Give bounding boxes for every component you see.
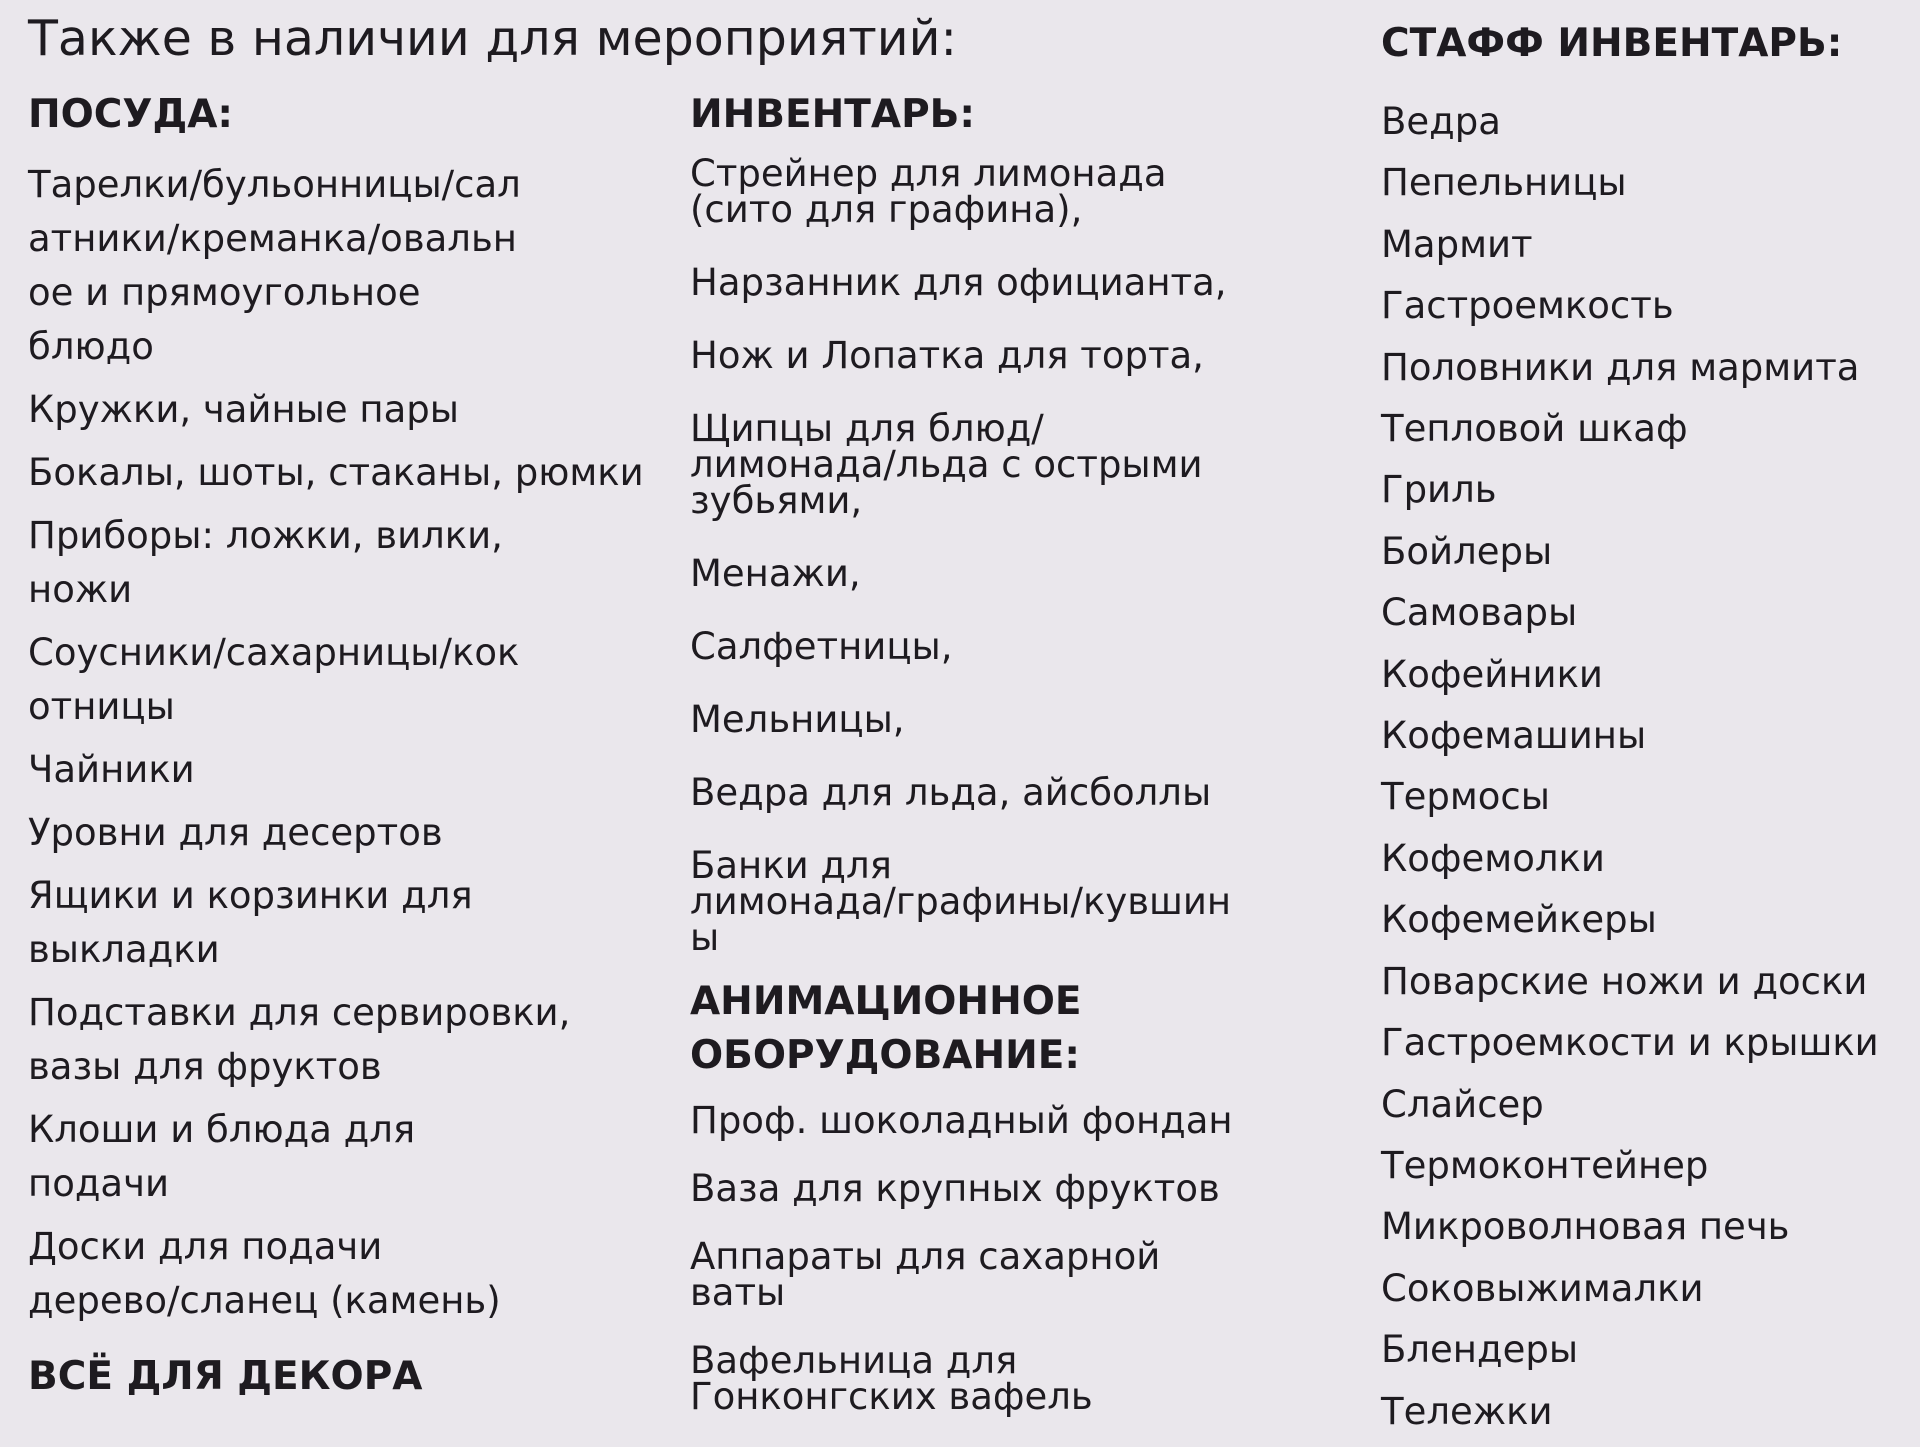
list-item: Термоконтейнер <box>1381 1143 1709 1187</box>
list-item: Нож и Лопатка для торта, <box>690 334 1204 377</box>
list-item: Тепловой шкаф <box>1381 407 1688 451</box>
list-item: Подставки для сервировки, вазы для фруктов <box>28 991 571 1088</box>
list-item: Пепельницы <box>1381 161 1627 205</box>
list-item: Половники для мармита <box>1381 345 1860 389</box>
list-item: Банки для лимонада/графины/кувшин ы <box>690 844 1232 959</box>
list-item: Соковыжималки <box>1381 1266 1704 1310</box>
list-item: Стрейнер для лимонада (сито для графина), <box>690 152 1167 231</box>
list-item: Клоши и блюда для подачи <box>28 1108 416 1205</box>
staff-heading: СТАФФ ИНВЕНТАРЬ: <box>1381 21 1843 66</box>
list-item: Мармит <box>1381 222 1533 266</box>
page-title: Также в наличии для мероприятий: <box>28 10 957 67</box>
inventar-heading: ИНВЕНТАРЬ: <box>690 92 975 137</box>
list-item: Слайсер <box>1381 1082 1544 1126</box>
list-item: Чайники <box>28 748 195 791</box>
list-item: Самовары <box>1381 591 1578 635</box>
list-item: Тарелки/бульонницы/сал атники/креманка/овальн ое и прямоугольное блюдо <box>28 163 521 368</box>
list-item: Мельницы, <box>690 698 905 741</box>
list-item: Ведра <box>1381 100 1501 143</box>
animation-section <box>690 975 1250 1418</box>
list-item: Ведра для льда, айсболлы <box>690 771 1212 814</box>
posuda-list <box>28 158 644 1404</box>
posuda-heading: ПОСУДА: <box>28 92 233 137</box>
list-item: Вафельница для Гонконгских вафель <box>690 1339 1093 1418</box>
list-item: Кофемейкеры <box>1381 898 1657 942</box>
list-item: Термосы <box>1381 775 1550 819</box>
inventar-list <box>690 152 1250 959</box>
list-item: Щипцы для блюд/ лимонада/льда с острыми зубьями, <box>690 407 1203 522</box>
list-item: Ваза для крупных фруктов <box>690 1167 1220 1210</box>
list-item: Нарзанник для официанта, <box>690 261 1227 304</box>
list-item: Аппараты для сахарной ваты <box>690 1235 1161 1314</box>
decor-heading: ВСЁ ДЛЯ ДЕКОРА <box>28 1354 423 1399</box>
list-item: Кофемашины <box>1381 714 1647 758</box>
list-item: Кофемолки <box>1381 836 1605 880</box>
list-item: Доски для подачи дерево/сланец (камень) <box>28 1225 501 1322</box>
list-item: Гриль <box>1381 468 1497 512</box>
animation-list <box>690 1099 1250 1418</box>
staff-list <box>1381 91 1901 1442</box>
list-item: Бокалы, шоты, стаканы, рюмки <box>28 451 644 494</box>
inventar-section <box>690 88 1250 1447</box>
list-item: Поварские ножи и доски <box>1381 959 1868 1003</box>
list-item: Кофейники <box>1381 652 1603 696</box>
list-item: Соусники/сахарницы/кок отницы <box>28 631 520 728</box>
posuda-section <box>28 88 644 1413</box>
list-item: Кружки, чайные пары <box>28 388 459 431</box>
list-item: Микроволновая печь <box>1381 1205 1790 1249</box>
list-item: Ящики и корзинки для выкладки <box>28 874 473 971</box>
list-item: Менажи, <box>690 552 861 595</box>
list-item: Гастроемкости и крышки <box>1381 1021 1879 1065</box>
staff-section <box>1381 17 1901 1442</box>
animation-heading: АНИМАЦИОННОЕ ОБОРУДОВАНИЕ: <box>690 979 1082 1078</box>
list-item: Уровни для десертов <box>28 811 443 854</box>
list-item: Приборы: ложки, вилки, ножи <box>28 514 503 611</box>
list-item: Блендеры <box>1381 1328 1579 1372</box>
list-item: Гастроемкость <box>1381 284 1674 328</box>
list-item: Тележки <box>1381 1389 1553 1433</box>
list-item: Проф. шоколадный фондан <box>690 1099 1233 1142</box>
list-item: Бойлеры <box>1381 529 1553 573</box>
list-item: Салфетницы, <box>690 625 953 668</box>
